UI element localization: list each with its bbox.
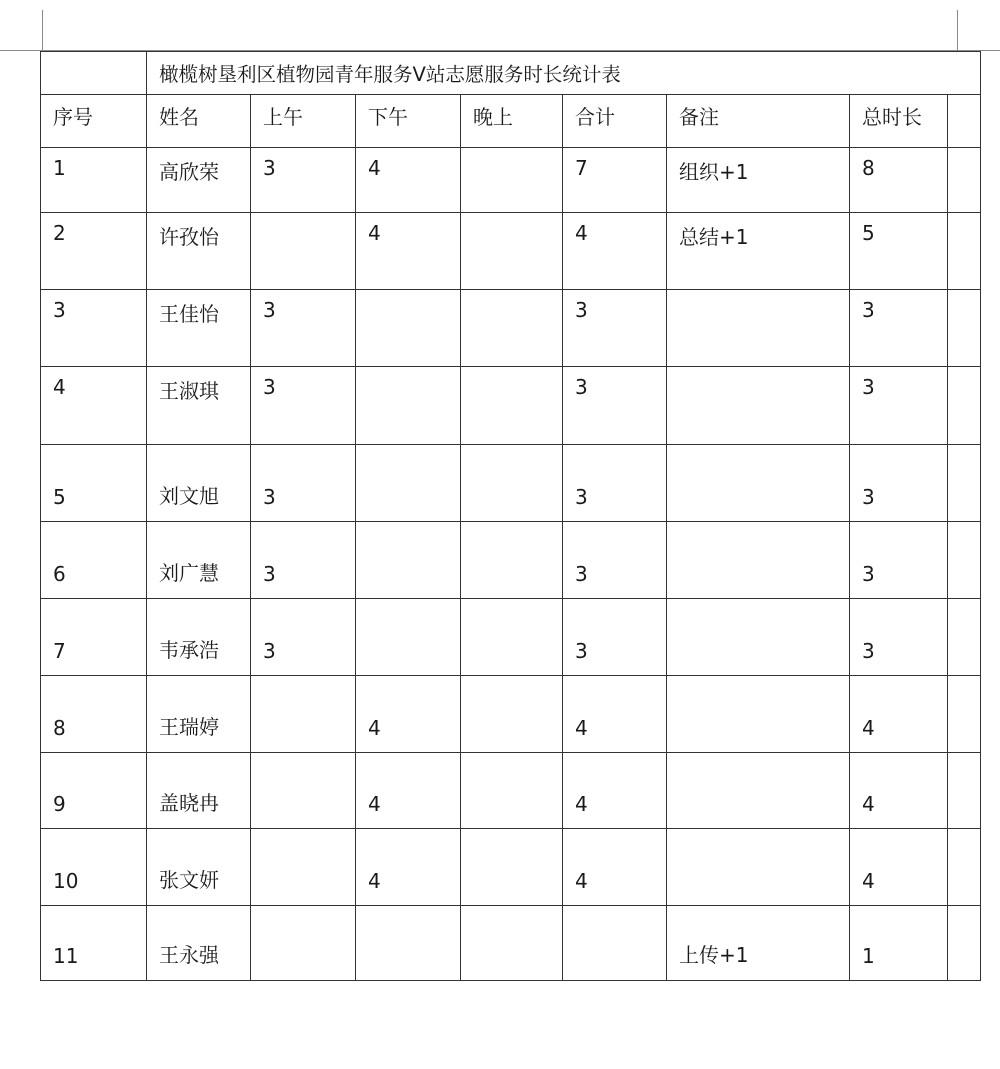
cell-remarks[interactable] <box>667 829 850 906</box>
cell-extra[interactable] <box>948 829 981 906</box>
table-row <box>41 753 981 829</box>
cell-extra[interactable] <box>948 753 981 829</box>
table-row <box>41 445 981 522</box>
cell-extra[interactable] <box>948 148 981 213</box>
cell-afternoon[interactable]: 4 <box>356 148 461 213</box>
cell-extra[interactable] <box>948 522 981 599</box>
cell-evening[interactable] <box>461 290 563 367</box>
cell-total[interactable]: 3 <box>563 445 667 522</box>
cell-index[interactable]: 3 <box>41 290 147 367</box>
cell-afternoon[interactable]: 4 <box>356 753 461 829</box>
cell-index[interactable]: 9 <box>41 753 147 829</box>
cell-name[interactable]: 王永强 <box>147 906 251 981</box>
table-row <box>41 522 981 599</box>
table-row <box>41 148 981 213</box>
cell-name[interactable]: 张文妍 <box>147 829 251 906</box>
cell-morning[interactable] <box>251 829 356 906</box>
cell-remarks[interactable] <box>667 290 850 367</box>
cell-total-hours[interactable]: 1 <box>850 906 948 981</box>
header-cell-evening[interactable]: 晚上 <box>461 95 563 148</box>
cell-morning[interactable]: 3 <box>251 522 356 599</box>
header-cell-total[interactable]: 合计 <box>563 95 667 148</box>
cell-name[interactable]: 盖晓冉 <box>147 753 251 829</box>
cell-total[interactable]: 3 <box>563 367 667 445</box>
cell-morning[interactable]: 3 <box>251 445 356 522</box>
cell-evening[interactable] <box>461 676 563 753</box>
cell-afternoon[interactable] <box>356 599 461 676</box>
cell-remarks[interactable]: 组织+1 <box>667 148 850 213</box>
cell-extra[interactable] <box>948 676 981 753</box>
cell-name[interactable]: 高欣荣 <box>147 148 251 213</box>
table-row <box>41 367 981 445</box>
cell-extra[interactable] <box>948 906 981 981</box>
header-row <box>41 95 981 148</box>
cell-total-hours[interactable]: 3 <box>850 367 948 445</box>
cell-extra[interactable] <box>948 367 981 445</box>
cell-index[interactable]: 7 <box>41 599 147 676</box>
table-row <box>41 290 981 367</box>
cell-total[interactable]: 3 <box>563 290 667 367</box>
cell-index[interactable]: 2 <box>41 213 147 290</box>
cell-total-hours[interactable]: 3 <box>850 290 948 367</box>
table-row <box>41 599 981 676</box>
cell-index[interactable]: 6 <box>41 522 147 599</box>
cell-total[interactable]: 4 <box>563 213 667 290</box>
header-cell-morning[interactable]: 上午 <box>251 95 356 148</box>
cell-index[interactable]: 1 <box>41 148 147 213</box>
cell-total[interactable]: 4 <box>563 753 667 829</box>
cell-afternoon[interactable]: 4 <box>356 829 461 906</box>
cell-total[interactable]: 3 <box>563 522 667 599</box>
cell-index[interactable]: 11 <box>41 906 147 981</box>
cell-evening[interactable] <box>461 753 563 829</box>
cell-evening[interactable] <box>461 367 563 445</box>
cell-evening[interactable] <box>461 522 563 599</box>
cell-total-hours[interactable]: 4 <box>850 829 948 906</box>
cell-afternoon[interactable] <box>356 906 461 981</box>
cell-morning[interactable]: 3 <box>251 148 356 213</box>
header-cell-name[interactable]: 姓名 <box>147 95 251 148</box>
cell-remarks[interactable]: 上传+1 <box>667 906 850 981</box>
cell-name[interactable]: 王淑琪 <box>147 367 251 445</box>
cell-afternoon[interactable]: 4 <box>356 676 461 753</box>
cell-total[interactable]: 4 <box>563 676 667 753</box>
cell-remarks[interactable] <box>667 445 850 522</box>
cell-name[interactable]: 刘广慧 <box>147 522 251 599</box>
cell-evening[interactable] <box>461 906 563 981</box>
volunteer-hours-table <box>40 51 981 981</box>
page-margin-guide-right <box>957 10 958 50</box>
cell-total[interactable]: 4 <box>563 829 667 906</box>
table-row <box>41 676 981 753</box>
header-cell-index[interactable]: 序号 <box>41 95 147 148</box>
cell-morning[interactable] <box>251 906 356 981</box>
cell-morning[interactable] <box>251 213 356 290</box>
cell-total[interactable] <box>563 906 667 981</box>
cell-remarks[interactable]: 总结+1 <box>667 213 850 290</box>
header-cell-remarks[interactable]: 备注 <box>667 95 850 148</box>
cell-name[interactable]: 王瑞婷 <box>147 676 251 753</box>
cell-evening[interactable] <box>461 829 563 906</box>
cell-evening[interactable] <box>461 213 563 290</box>
cell-total-hours[interactable]: 8 <box>850 148 948 213</box>
cell-total-hours[interactable]: 4 <box>850 753 948 829</box>
header-cell-extra[interactable] <box>948 95 981 148</box>
cell-total[interactable]: 3 <box>563 599 667 676</box>
table-title[interactable]: 橄榄树垦利区植物园青年服务V站志愿服务时长统计表 <box>147 52 981 95</box>
cell-index[interactable]: 5 <box>41 445 147 522</box>
cell-afternoon[interactable] <box>356 445 461 522</box>
header-cell-afternoon[interactable]: 下午 <box>356 95 461 148</box>
cell-name[interactable]: 刘文旭 <box>147 445 251 522</box>
header-cell-total-hours[interactable]: 总时长 <box>850 95 948 148</box>
cell-remarks[interactable] <box>667 367 850 445</box>
cell-evening[interactable] <box>461 445 563 522</box>
cell-total-hours[interactable]: 4 <box>850 676 948 753</box>
cell-remarks[interactable] <box>667 753 850 829</box>
cell-evening[interactable] <box>461 148 563 213</box>
cell-total[interactable]: 7 <box>563 148 667 213</box>
cell-remarks[interactable] <box>667 599 850 676</box>
cell-morning[interactable] <box>251 753 356 829</box>
title-row <box>41 52 981 95</box>
cell-index[interactable]: 10 <box>41 829 147 906</box>
table-row <box>41 906 981 981</box>
cell-total-hours[interactable]: 3 <box>850 522 948 599</box>
cell-afternoon[interactable]: 4 <box>356 213 461 290</box>
table-row <box>41 213 981 290</box>
cell-morning[interactable]: 3 <box>251 599 356 676</box>
cell-name[interactable]: 许孜怡 <box>147 213 251 290</box>
cell-name[interactable]: 韦承浩 <box>147 599 251 676</box>
cell-remarks[interactable] <box>667 676 850 753</box>
cell-afternoon[interactable] <box>356 522 461 599</box>
cell-extra[interactable] <box>948 445 981 522</box>
cell-index[interactable]: 4 <box>41 367 147 445</box>
cell-total-hours[interactable]: 5 <box>850 213 948 290</box>
cell-afternoon[interactable] <box>356 367 461 445</box>
cell-extra[interactable] <box>948 290 981 367</box>
table-row <box>41 829 981 906</box>
cell-evening[interactable] <box>461 599 563 676</box>
title-blank-cell[interactable] <box>41 52 147 95</box>
page-margin-guide-left <box>42 10 43 50</box>
cell-extra[interactable] <box>948 599 981 676</box>
cell-index[interactable]: 8 <box>41 676 147 753</box>
cell-remarks[interactable] <box>667 522 850 599</box>
cell-total-hours[interactable]: 3 <box>850 445 948 522</box>
cell-morning[interactable] <box>251 676 356 753</box>
cell-morning[interactable]: 3 <box>251 290 356 367</box>
cell-total-hours[interactable]: 3 <box>850 599 948 676</box>
cell-extra[interactable] <box>948 213 981 290</box>
cell-morning[interactable]: 3 <box>251 367 356 445</box>
cell-afternoon[interactable] <box>356 290 461 367</box>
cell-name[interactable]: 王佳怡 <box>147 290 251 367</box>
